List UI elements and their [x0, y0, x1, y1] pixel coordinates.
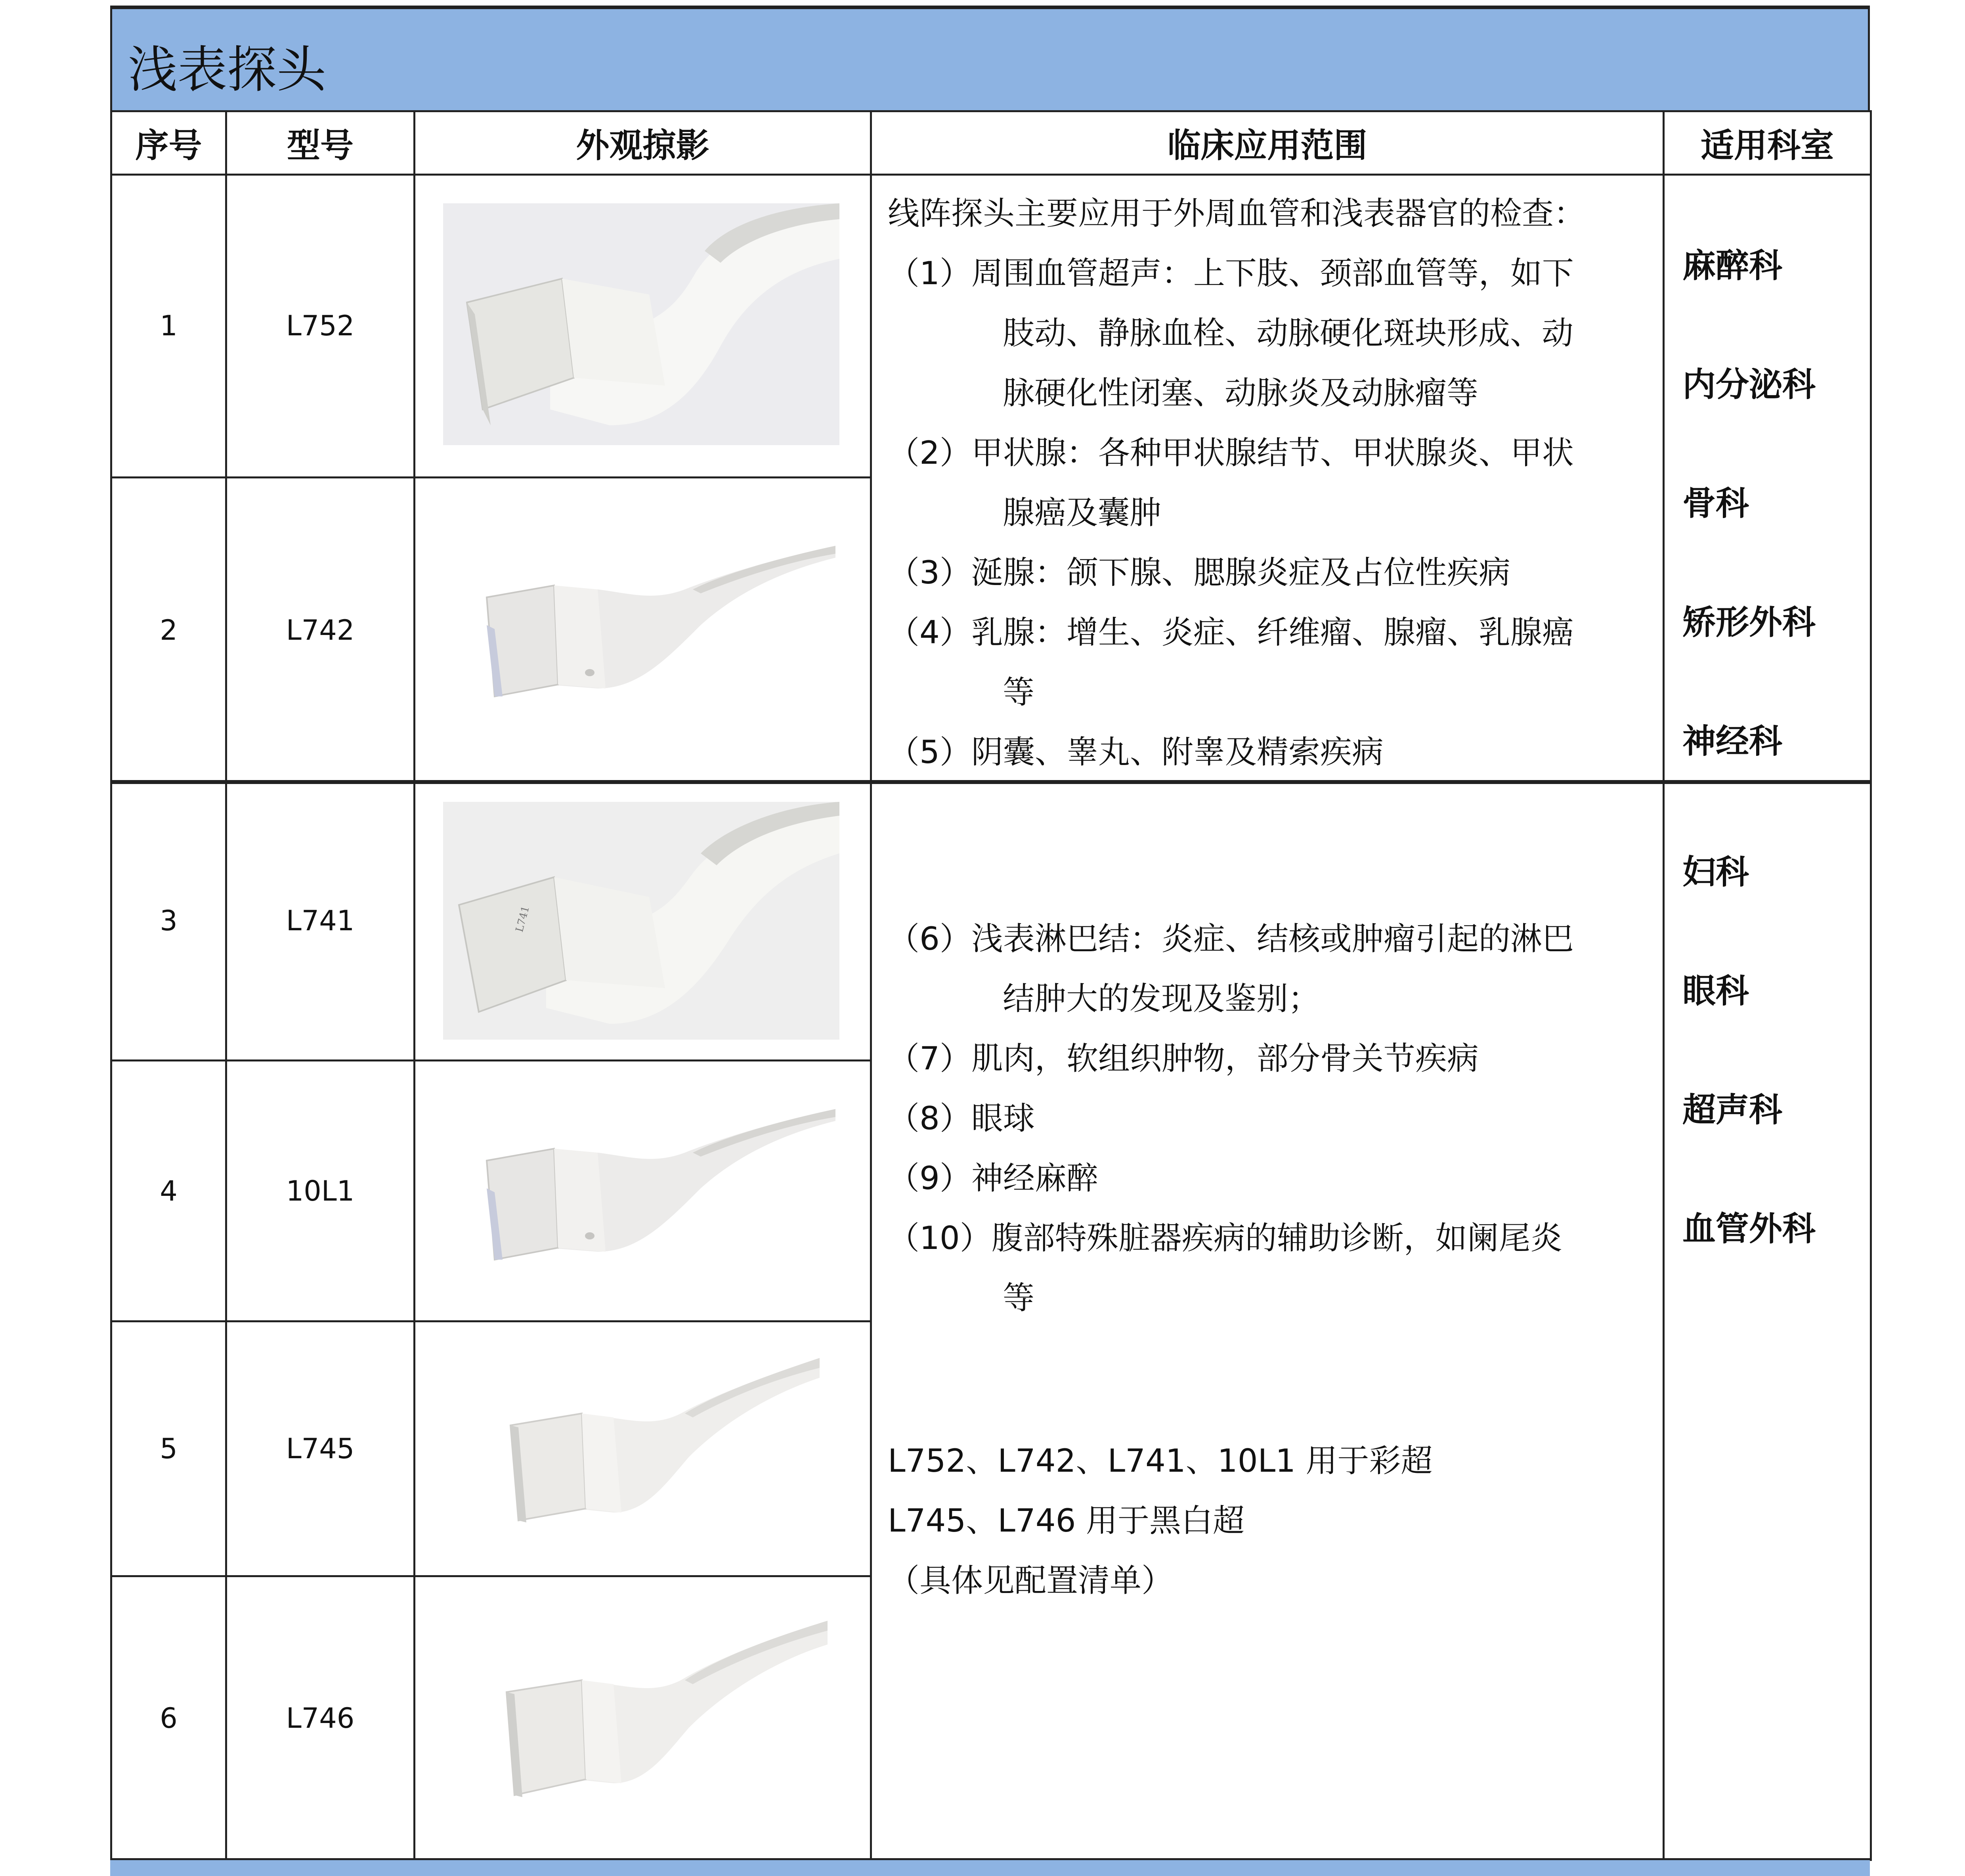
- linear-probe-photo: [495, 1358, 820, 1536]
- col-header-clinical: 临床应用范围: [871, 111, 1664, 175]
- bottom-band: [110, 1858, 1870, 1876]
- department-item: 神经科: [1682, 722, 1783, 761]
- probe-photo-cell: [415, 1061, 871, 1321]
- clinical-line: （8）眼球: [888, 1100, 1035, 1137]
- svg-text:L741: L741: [513, 905, 532, 933]
- departments-1: [1664, 175, 1871, 783]
- department-item: 超声科: [1682, 1090, 1783, 1129]
- linear-probe-photo: [491, 1621, 828, 1811]
- probe-photo-cell: [415, 175, 871, 478]
- row-index: 4: [111, 1061, 226, 1321]
- row-model: L752: [226, 175, 415, 478]
- probe-table-part-1: [110, 7, 1870, 774]
- linear-probe-photo: [479, 1109, 835, 1276]
- top-border-line: [110, 0, 1870, 7]
- col-header-model: 型号: [226, 111, 415, 175]
- col-header-index: 序号: [111, 111, 226, 175]
- probe-table-1: [110, 110, 1872, 784]
- clinical-line: （5）阴囊、睾丸、附睾及精索疾病: [888, 734, 1384, 771]
- row-model: L742: [226, 477, 415, 783]
- config-note: L752、L742、L741、10L1 用于彩超: [888, 1442, 1433, 1479]
- departments-2: [1664, 781, 1871, 1860]
- table-row: [111, 175, 1871, 478]
- clinical-line: 脉硬化性闭塞、动脉炎及动脉瘤等: [1003, 375, 1478, 411]
- clinical-line: 结肿大的发现及鉴别；: [1003, 980, 1320, 1017]
- row-index: 1: [111, 175, 226, 478]
- row-index: 3: [111, 781, 226, 1061]
- row-index: 6: [111, 1576, 226, 1860]
- clinical-applications-2: [871, 781, 1664, 1860]
- row-index: 2: [111, 477, 226, 783]
- config-note: L745、L746 用于黑白超: [888, 1502, 1244, 1539]
- table-header-row: [111, 111, 1871, 175]
- section-title-band: [110, 7, 1870, 112]
- row-model: L741: [226, 781, 415, 1061]
- clinical-line: 肢动、静脉血栓、动脉硬化斑块形成、动: [1003, 315, 1573, 352]
- table-row: [111, 781, 1871, 1061]
- clinical-line: （7）肌肉，软组织肿物，部分骨关节疾病: [888, 1040, 1479, 1077]
- probe-photo-cell: [415, 781, 871, 1061]
- department-item: 麻醉科: [1682, 246, 1783, 285]
- clinical-line: 腺癌及囊肿: [1003, 494, 1161, 531]
- clinical-line: 等: [1003, 674, 1034, 711]
- linear-probe-photo: [443, 802, 839, 1040]
- clinical-line: （6）浅表淋巴结：炎症、结核或肿瘤引起的淋巴: [888, 920, 1574, 957]
- clinical-line: （1）周围血管超声：上下肢、颈部血管等，如下: [888, 255, 1574, 292]
- clinical-line: （3）涎腺：颌下腺、腮腺炎症及占位性疾病: [888, 554, 1510, 591]
- clinical-line: （2）甲状腺：各种甲状腺结节、甲状腺炎、甲状: [888, 434, 1574, 471]
- clinical-line: （10）腹部特殊脏器疾病的辅助诊断，如阑尾炎: [888, 1220, 1562, 1256]
- department-item: 骨科: [1682, 484, 1749, 523]
- department-item: 内分泌科: [1682, 365, 1816, 404]
- config-note: （具体见配置清单）: [888, 1562, 1173, 1599]
- linear-probe-photo: [479, 546, 835, 712]
- clinical-applications-1: [871, 175, 1664, 783]
- probe-table-part-2: [110, 780, 1870, 1859]
- probe-photo-cell: [415, 477, 871, 783]
- row-model: 10L1: [226, 1061, 415, 1321]
- row-model: L746: [226, 1576, 415, 1860]
- probe-photo-cell: [415, 1576, 871, 1860]
- department-item: 血管外科: [1682, 1209, 1816, 1248]
- clinical-line: （9）神经麻醉: [888, 1160, 1098, 1197]
- probe-table-2: [110, 780, 1872, 1861]
- col-header-photo: 外观掠影: [415, 111, 871, 175]
- clinical-line: （4）乳腺：增生、炎症、纤维瘤、腺瘤、乳腺癌: [888, 614, 1574, 651]
- probe-photo-cell: [415, 1321, 871, 1576]
- col-header-departments: 适用科室: [1664, 111, 1871, 175]
- department-item: 矫形外科: [1682, 603, 1816, 642]
- row-model: L745: [226, 1321, 415, 1576]
- section-title: 浅表探头: [128, 41, 326, 99]
- department-item: 眼科: [1682, 971, 1749, 1010]
- clinical-intro: 线阵探头主要应用于外周血管和浅表器官的检查：: [888, 195, 1585, 232]
- row-index: 5: [111, 1321, 226, 1576]
- clinical-line: 等: [1003, 1279, 1034, 1316]
- department-item: 妇科: [1682, 853, 1749, 891]
- linear-probe-photo: [443, 203, 839, 445]
